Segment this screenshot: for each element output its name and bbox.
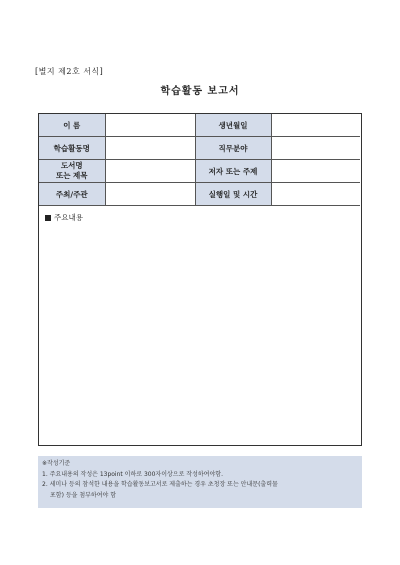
book-title-field[interactable] — [105, 160, 195, 183]
date-time-label: 실행일 및 시간 — [195, 183, 271, 206]
square-bullet-icon — [45, 215, 51, 221]
table-row — [39, 183, 360, 206]
document-title: 학습활동 보고서 — [160, 86, 240, 97]
host-field[interactable] — [105, 183, 195, 206]
table-row — [39, 160, 360, 183]
host-label: 주최/주관 — [39, 183, 105, 206]
main-content-heading-text: 주요내용 — [54, 213, 83, 222]
guideline-item-1: 1. 주요내용의 작성은 13point 이하로 300자이상으로 작성하여야함. — [42, 470, 223, 478]
birthdate-field[interactable] — [271, 114, 360, 137]
guidelines-heading: ※작성기준 — [42, 460, 71, 467]
guideline-item-2-continued: 포함) 등을 첨부하여야 함 — [50, 491, 117, 499]
book-title-label-line1: 도서명 — [60, 161, 83, 170]
table-row — [39, 114, 360, 137]
author-topic-label: 저자 또는 주제 — [195, 160, 271, 183]
name-label: 이 름 — [39, 114, 105, 137]
job-field-field[interactable] — [271, 137, 360, 160]
report-form — [38, 113, 362, 446]
info-table — [39, 114, 360, 206]
activity-name-label: 학습활동명 — [39, 137, 105, 160]
date-time-field[interactable] — [271, 183, 360, 206]
main-content-heading — [45, 212, 83, 223]
job-field-label: 직무분야 — [195, 137, 271, 160]
form-number-label: [별지 제2호 서식] — [35, 67, 104, 76]
book-title-label — [39, 160, 105, 183]
guideline-item-2: 2. 세미나 등의 참석한 내용을 학습활동보고서로 제출하는 경우 초청장 또는 안내문(출력물 — [42, 481, 278, 488]
table-row — [39, 137, 360, 160]
book-title-label-line2: 또는 제목 — [55, 171, 88, 180]
author-topic-field[interactable] — [271, 160, 360, 183]
birthdate-label: 생년월일 — [195, 114, 271, 137]
writing-guidelines-box — [38, 456, 362, 508]
activity-name-field[interactable] — [105, 137, 195, 160]
name-field[interactable] — [105, 114, 195, 137]
main-content-area[interactable] — [39, 206, 360, 443]
